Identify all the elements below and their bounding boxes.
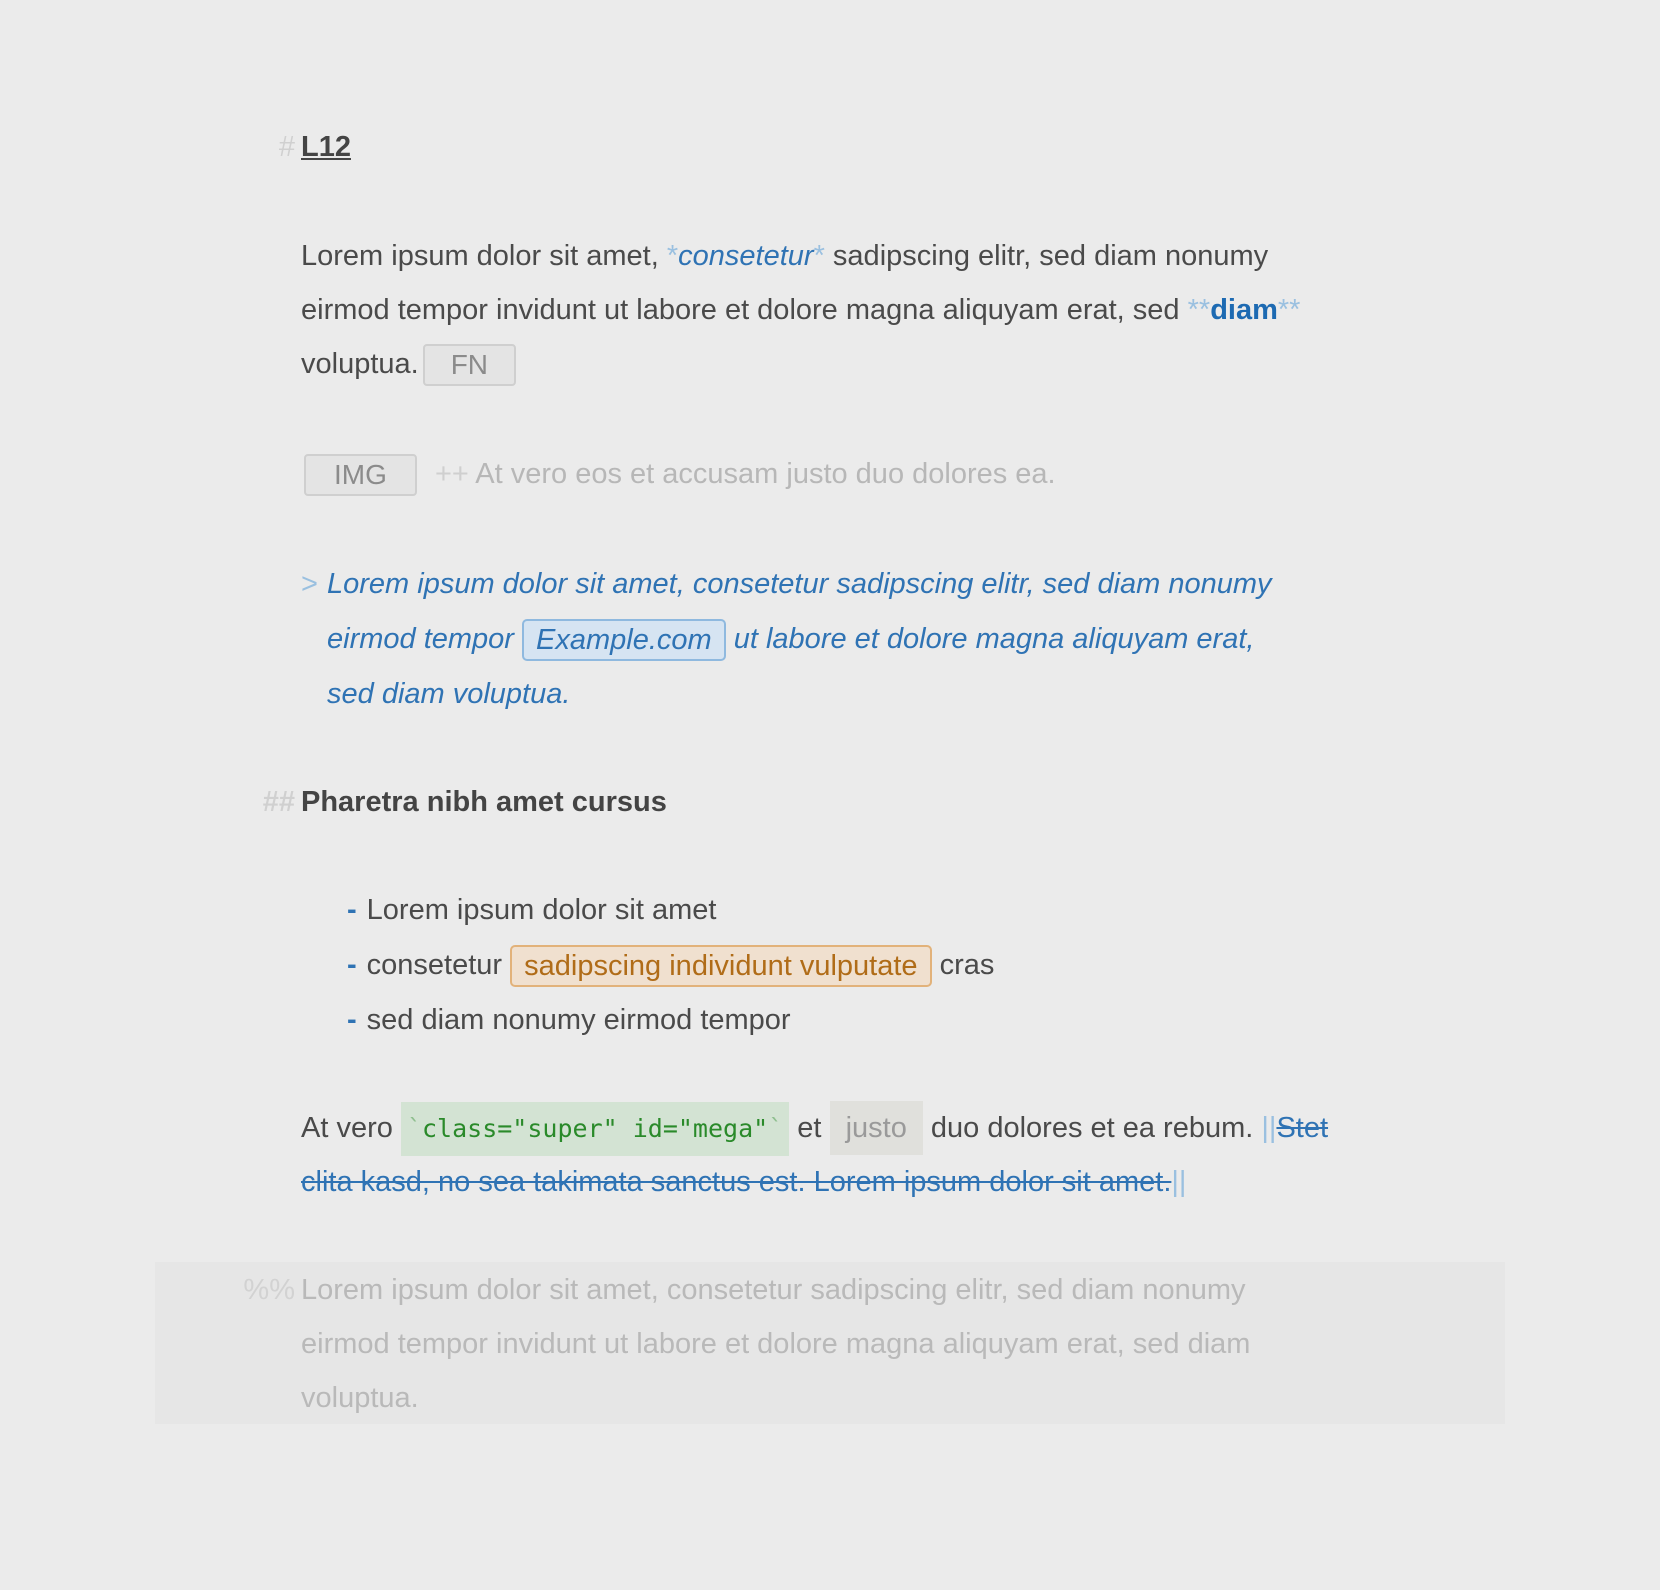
paragraph-text: duo dolores et ea rebum. — [922, 1112, 1262, 1144]
paragraph-text: Lorem ipsum dolor sit amet, — [301, 240, 667, 272]
list-item[interactable] — [347, 883, 716, 937]
blockquote-text: ut labore et dolore magna aliquyam erat, — [725, 623, 1255, 655]
list-bullet: - — [347, 949, 357, 981]
code-tick-close: ` — [768, 1114, 784, 1143]
list-item[interactable] — [347, 993, 791, 1047]
comment-text: voluptua. — [301, 1382, 419, 1414]
highlight-tag[interactable]: sadipscing individunt vulputate — [510, 945, 931, 987]
paragraph-1-line-2[interactable] — [301, 283, 1300, 337]
comment-text: eirmod tempor invidunt ut labore et dolore magna aliquyam erat, sed diam — [301, 1328, 1251, 1360]
blockquote-line-1[interactable] — [301, 557, 1272, 611]
paragraph-1-line-3[interactable] — [301, 337, 516, 391]
keyboard-chip[interactable]: justo — [830, 1101, 923, 1155]
paragraph-text: sadipscing elitr, sed diam nonumy — [824, 240, 1269, 272]
inline-code[interactable] — [401, 1102, 789, 1156]
blockquote-line-3[interactable] — [327, 667, 570, 721]
emphasis-open-marker: * — [666, 240, 679, 272]
heading-1-line[interactable] — [278, 120, 351, 174]
strong-text: diam — [1210, 294, 1278, 326]
strong-close-marker: ** — [1277, 294, 1301, 326]
heading-2-line[interactable] — [262, 775, 667, 829]
list-item-text: Lorem ipsum dolor sit amet — [366, 894, 717, 926]
list-item-text: cras — [931, 949, 995, 981]
comment-marker: %% — [243, 1274, 295, 1306]
paragraph-text: et — [789, 1112, 830, 1144]
paragraph-2-line-1[interactable] — [301, 1101, 1328, 1155]
heading-1-marker: # — [278, 131, 295, 163]
image-badge[interactable]: IMG — [304, 454, 417, 496]
link-chip[interactable]: Example.com — [522, 619, 726, 661]
list-bullet: - — [347, 1004, 357, 1036]
code-tick-open: ` — [406, 1114, 422, 1143]
emphasis-close-marker: * — [813, 240, 825, 272]
strong-open-marker: ** — [1187, 294, 1211, 326]
blockquote-text: Lorem ipsum dolor sit amet, consetetur sadipscing elitr, sed diam nonumy — [327, 568, 1272, 600]
image-line[interactable] — [301, 447, 1056, 501]
comment-line-2[interactable] — [301, 1317, 1250, 1371]
blockquote-text: sed diam voluptua. — [327, 678, 571, 710]
list-item[interactable] — [347, 938, 994, 992]
comment-line-3[interactable] — [301, 1371, 419, 1425]
paragraph-text: voluptua. — [301, 348, 419, 380]
heading-1-text: L12 — [301, 131, 351, 163]
comment-line-1[interactable] — [243, 1263, 1246, 1317]
inline-code-text: class="super" id="mega" — [422, 1114, 769, 1143]
strike-text: Stet — [1276, 1112, 1329, 1144]
list-bullet: - — [347, 894, 357, 926]
heading-2-marker: ## — [262, 786, 295, 818]
heading-2-text: Pharetra nibh amet cursus — [301, 786, 667, 818]
list-item-text: consetetur — [366, 949, 511, 981]
blockquote-line-2[interactable] — [327, 612, 1254, 666]
strike-close-marker: || — [1171, 1166, 1187, 1198]
blockquote-marker: > — [301, 568, 318, 600]
blockquote-text: eirmod tempor — [327, 623, 523, 655]
paragraph-2-line-2[interactable] — [301, 1155, 1186, 1209]
strike-text: clita kasd, no sea takimata sanctus est. Lorem ipsum dolor sit amet. — [301, 1166, 1172, 1198]
paragraph-1-line-1[interactable] — [301, 229, 1268, 283]
image-caption: At vero eos et accusam justo duo dolores ea. — [468, 458, 1056, 490]
paragraph-text: At vero — [301, 1112, 401, 1144]
strike-open-marker: || — [1261, 1112, 1277, 1144]
emphasis-text: consetetur — [678, 240, 814, 272]
comment-text: Lorem ipsum dolor sit amet, consetetur sadipscing elitr, sed diam nonumy — [301, 1274, 1246, 1306]
paragraph-text: eirmod tempor invidunt ut labore et dolore magna aliquyam erat, sed — [301, 294, 1188, 326]
image-caption-marker: ++ — [434, 458, 469, 490]
footnote-badge[interactable]: FN — [423, 344, 516, 386]
list-item-text: sed diam nonumy eirmod tempor — [366, 1004, 791, 1036]
